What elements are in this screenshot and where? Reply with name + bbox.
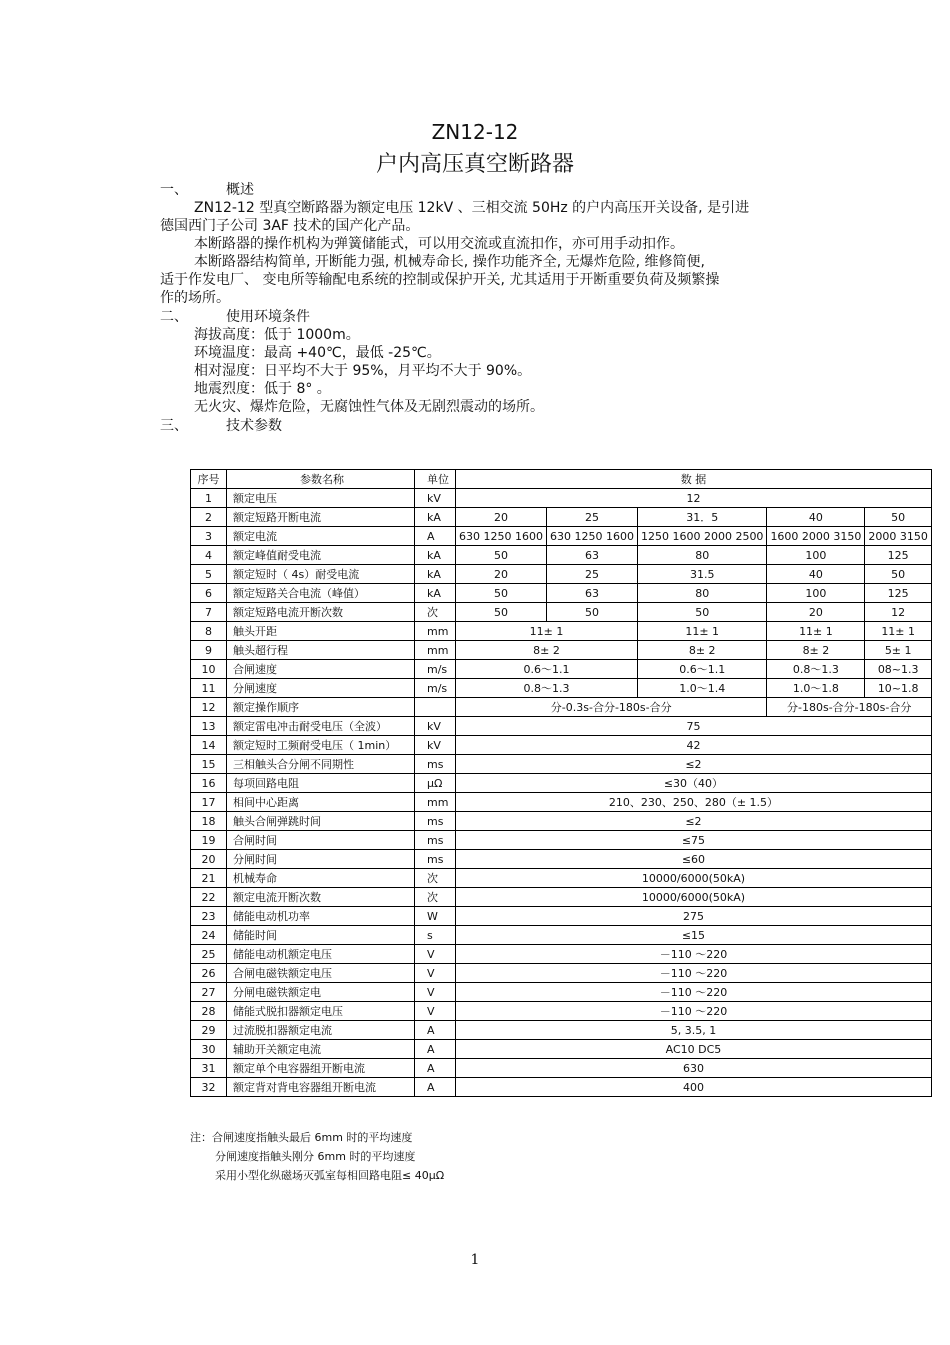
param-value: 5± 1 [865,641,932,660]
section-number: 三、 [160,418,188,434]
param-value: 0.8～1.3 [767,660,865,679]
param-value: 10000/6000(50kA) [456,869,932,888]
param-value: ≤2 [456,755,932,774]
table-row [191,489,932,508]
param-value: 2000 3150 [865,527,932,546]
param-value: 5, 3.5, 1 [456,1021,932,1040]
param-unit: 次 [415,888,456,907]
param-value: 50 [456,546,547,565]
param-unit: V [415,983,456,1002]
param-value: 25 [546,508,637,527]
row-number: 19 [191,831,227,850]
row-number: 28 [191,1002,227,1021]
row-number: 11 [191,679,227,698]
param-value: ≤15 [456,926,932,945]
param-name: 额定短时工频耐受电压（ 1min） [227,736,415,755]
param-value: 10000/6000(50kA) [456,888,932,907]
section-title: 概述 [226,182,254,198]
section-number: 一、 [160,182,188,198]
param-name: 触头合闸弹跳时间 [227,812,415,831]
row-number: 5 [191,565,227,584]
paragraph-line: 本断路器的操作机构为弹簧储能式，可以用交流或直流扣作，亦可用手动扣作。 [194,236,684,252]
section-heading [160,417,820,435]
page-number: 1 [470,1252,480,1268]
param-name: 机械寿命 [227,869,415,888]
section-number: 二、 [160,309,188,325]
param-unit: A [415,527,456,546]
param-name: 合闸时间 [227,831,415,850]
table-row [191,888,932,907]
param-value: 1600 2000 3150 [767,527,865,546]
param-unit: kV [415,489,456,508]
param-value: 11± 1 [767,622,865,641]
param-value: 8± 2 [637,641,766,660]
param-unit: 次 [415,869,456,888]
row-number: 7 [191,603,227,622]
table-row [191,679,932,698]
param-value: 25 [546,565,637,584]
row-number: 12 [191,698,227,717]
param-value: 80 [637,584,766,603]
param-name: 额定峰值耐受电流 [227,546,415,565]
param-name: 三相触头合分闸不同期性 [227,755,415,774]
param-name: 额定短路开断电流 [227,508,415,527]
table-row [191,812,932,831]
param-value: 12 [456,489,932,508]
param-value: 31.5 [637,565,766,584]
param-name: 额定单个电容器组开断电流 [227,1059,415,1078]
row-number: 18 [191,812,227,831]
param-value: －110 ～220 [456,983,932,1002]
param-unit: kA [415,508,456,527]
param-value: 11± 1 [456,622,638,641]
row-number: 25 [191,945,227,964]
paragraph-line: 地震烈度：低于 8° 。 [194,381,331,397]
param-name: 相间中心距离 [227,793,415,812]
param-unit: mm [415,793,456,812]
section-title: 技术参数 [226,418,282,434]
row-number: 24 [191,926,227,945]
table-row [191,926,932,945]
table-row [191,565,932,584]
param-unit: mm [415,641,456,660]
param-name: 额定电流 [227,527,415,546]
table-row [191,850,932,869]
row-number: 3 [191,527,227,546]
param-name: 储能式脱扣器额定电压 [227,1002,415,1021]
param-value: 10~1.8 [865,679,932,698]
param-value: 08~1.3 [865,660,932,679]
param-value: 50 [546,603,637,622]
param-value: 20 [456,565,547,584]
param-value: 400 [456,1078,932,1097]
param-unit: 次 [415,603,456,622]
param-unit: μΩ [415,774,456,793]
param-unit: kA [415,584,456,603]
param-value: AC10 DC5 [456,1040,932,1059]
param-value: 0.8～1.3 [456,679,638,698]
row-number: 23 [191,907,227,926]
param-unit: A [415,1059,456,1078]
table-row [191,660,932,679]
table-row [191,793,932,812]
param-value: ≤60 [456,850,932,869]
param-value: 63 [546,584,637,603]
param-value: 80 [637,546,766,565]
row-number: 15 [191,755,227,774]
param-unit: W [415,907,456,926]
param-unit: A [415,1040,456,1059]
param-name: 辅助开关额定电流 [227,1040,415,1059]
param-value: 100 [767,584,865,603]
param-value: 42 [456,736,932,755]
row-number: 6 [191,584,227,603]
param-value: 50 [865,508,932,527]
header-unit: 单位 [415,470,456,489]
paragraph-line: 环境温度：最高 +40℃，最低 -25℃。 [194,345,441,361]
param-value: 8± 2 [767,641,865,660]
table-row [191,508,932,527]
row-number: 27 [191,983,227,1002]
param-unit: m/s [415,660,456,679]
param-value: 50 [456,603,547,622]
param-value: 11± 1 [637,622,766,641]
param-value: ≤75 [456,831,932,850]
param-value: 125 [865,546,932,565]
param-name: 分闸电磁铁额定电 [227,983,415,1002]
table-row [191,622,932,641]
table-row [191,527,932,546]
row-number: 9 [191,641,227,660]
note-line: 分闸速度指触头刚分 6mm 时的平均速度 [215,1150,416,1163]
table-header-row [191,470,932,489]
param-value: 1.0～1.8 [767,679,865,698]
param-value: 20 [767,603,865,622]
paragraph-line: 本断路器结构简单, 开断能力强, 机械寿命长, 操作功能齐全, 无爆炸危险, 维修简便, [194,254,705,270]
param-value: 630 1250 1600 [456,527,547,546]
header-no: 序号 [191,470,227,489]
paragraph-line: 海拔高度：低于 1000m。 [194,327,360,343]
table-row [191,1040,932,1059]
document-body [160,180,820,435]
param-value: 275 [456,907,932,926]
param-value: 分-0.3s-合分-180s-合分 [456,698,767,717]
row-number: 13 [191,717,227,736]
param-value: ≤30（40） [456,774,932,793]
row-number: 21 [191,869,227,888]
table-row [191,774,932,793]
param-unit: ms [415,831,456,850]
param-unit: s [415,926,456,945]
section-heading [160,308,820,326]
param-unit: V [415,1002,456,1021]
param-value: 31．5 [637,508,766,527]
param-name: 分闸速度 [227,679,415,698]
param-unit: A [415,1021,456,1040]
row-number: 17 [191,793,227,812]
table-row [191,983,932,1002]
param-unit: ms [415,755,456,774]
param-value: 50 [456,584,547,603]
table-row [191,831,932,850]
section-title: 使用环境条件 [226,309,310,325]
table-row [191,546,932,565]
param-value: 100 [767,546,865,565]
document-title: ZN12-12 [431,120,519,144]
table-row [191,945,932,964]
param-value: 8± 2 [456,641,638,660]
param-unit [415,698,456,717]
paragraph-line: 相对湿度：日平均不大于 95%，月平均不大于 90%。 [194,363,532,379]
paragraph-line: 作的场所。 [160,290,230,306]
table-notes [190,1128,444,1185]
document-subtitle: 户内高压真空断路器 [375,152,574,177]
param-name: 触头超行程 [227,641,415,660]
param-name: 合闸速度 [227,660,415,679]
row-number: 29 [191,1021,227,1040]
note-line: 注：合闸速度指触头最后 6mm 时的平均速度 [190,1131,413,1144]
table-row [191,1002,932,1021]
param-value: 630 1250 1600 [546,527,637,546]
param-unit: kV [415,736,456,755]
param-unit: kA [415,565,456,584]
param-unit: mm [415,622,456,641]
param-name: 额定雷电冲击耐受电压（全波） [227,717,415,736]
param-value: 50 [865,565,932,584]
table-row [191,736,932,755]
param-name: 额定操作顺序 [227,698,415,717]
parameter-table [190,469,932,1097]
param-value: 分-180s-合分-180s-合分 [767,698,931,717]
row-number: 31 [191,1059,227,1078]
row-number: 20 [191,850,227,869]
header-data: 数 据 [456,470,932,489]
row-number: 22 [191,888,227,907]
row-number: 30 [191,1040,227,1059]
paragraph-line: 德国西门子公司 3AF 技术的国产化产品。 [160,218,420,234]
table-row [191,603,932,622]
param-name: 额定短路电流开断次数 [227,603,415,622]
param-name: 合闸电磁铁额定电压 [227,964,415,983]
param-unit: kA [415,546,456,565]
table-row [191,717,932,736]
param-name: 额定电压 [227,489,415,508]
param-name: 储能电动机额定电压 [227,945,415,964]
paragraph-line: ZN12-12 型真空断路器为额定电压 12kV 、三相交流 50Hz 的户内高压开关设备, 是引进 [194,200,750,216]
row-number: 26 [191,964,227,983]
row-number: 16 [191,774,227,793]
param-value: ≤2 [456,812,932,831]
table-row [191,907,932,926]
row-number: 8 [191,622,227,641]
param-value: 0.6～1.1 [637,660,766,679]
param-unit: kV [415,717,456,736]
param-value: 1.0～1.4 [637,679,766,698]
paragraph-line: 适于作发电厂、 变电所等输配电系统的控制或保护开关, 尤其适用于开断重要负荷及频繁操 [160,272,720,288]
table-row [191,1078,932,1097]
param-name: 额定背对背电容器组开断电流 [227,1078,415,1097]
row-number: 4 [191,546,227,565]
row-number: 32 [191,1078,227,1097]
param-name: 额定短时（ 4s）耐受电流 [227,565,415,584]
table-row [191,1059,932,1078]
row-number: 1 [191,489,227,508]
param-value: 0.6～1.1 [456,660,638,679]
param-value: －110 ～220 [456,945,932,964]
param-unit: ms [415,812,456,831]
table-row [191,1021,932,1040]
param-name: 过流脱扣器额定电流 [227,1021,415,1040]
header-name: 参数名称 [227,470,415,489]
param-value: 20 [456,508,547,527]
param-unit: ms [415,850,456,869]
param-unit: V [415,964,456,983]
param-unit: V [415,945,456,964]
param-name: 额定电流开断次数 [227,888,415,907]
row-number: 10 [191,660,227,679]
row-number: 2 [191,508,227,527]
param-value: 11± 1 [865,622,932,641]
param-name: 额定短路关合电流（峰值） [227,584,415,603]
row-number: 14 [191,736,227,755]
param-name: 分闸时间 [227,850,415,869]
param-value: 125 [865,584,932,603]
param-value: 40 [767,565,865,584]
param-unit: m/s [415,679,456,698]
table-row [191,698,932,717]
table-row [191,755,932,774]
table-row [191,641,932,660]
param-name: 储能电动机功率 [227,907,415,926]
param-value: 50 [637,603,766,622]
param-value: －110 ～220 [456,1002,932,1021]
param-unit: A [415,1078,456,1097]
table-row [191,869,932,888]
param-name: 触头开距 [227,622,415,641]
param-value: －110 ～220 [456,964,932,983]
param-value: 210、230、250、280（± 1.5） [456,793,932,812]
note-line: 采用小型化纵磁场灭弧室每相回路电阻≤ 40μΩ [215,1169,445,1182]
table-row [191,964,932,983]
table-row [191,584,932,603]
param-name: 每项回路电阻 [227,774,415,793]
section-heading [160,181,820,199]
param-value: 63 [546,546,637,565]
param-value: 75 [456,717,932,736]
param-value: 1250 1600 2000 2500 [637,527,766,546]
param-value: 40 [767,508,865,527]
paragraph-line: 无火灾、爆炸危险，无腐蚀性气体及无剧烈震动的场所。 [194,399,544,415]
param-value: 12 [865,603,932,622]
param-name: 储能时间 [227,926,415,945]
param-value: 630 [456,1059,932,1078]
